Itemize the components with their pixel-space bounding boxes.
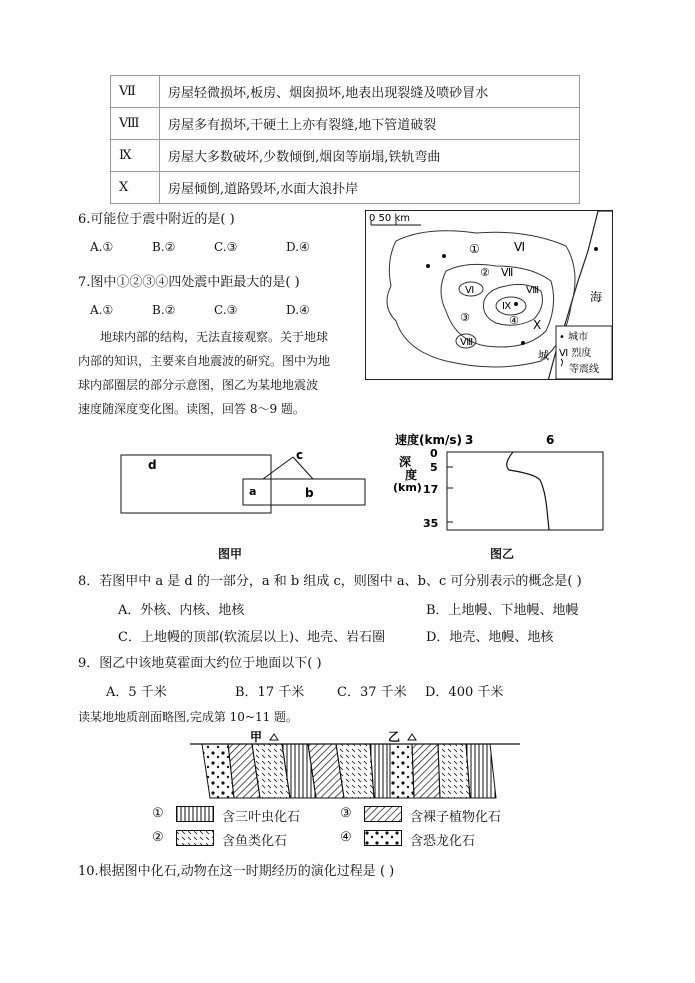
question-7-stem: 7.图中①②③④四处震中距最大的是( ) [78,275,300,290]
jia-marker-icon [270,734,278,740]
intensity-viii-label: Ⅷ [526,285,540,296]
city-dot [442,254,446,258]
y-tick-5: 5 [430,461,438,474]
isoseismal-map-svg [366,211,613,380]
layer-2 [438,744,470,798]
depth-label-2: 度 [405,468,418,482]
q8-option-d[interactable]: D．地壳、地幔、地核 [426,630,554,645]
pointer-c-a [263,457,293,479]
box-d [121,455,271,513]
question-9-stem: 9．图乙中该地莫霍面大约位于地面以下( ) [78,656,322,671]
city-area-label: 城 [538,349,549,362]
legend-text-2: 含鱼类化石 [222,834,288,849]
q9-option-a[interactable]: A．5 千米 [106,685,167,700]
intro-line-1: 地球内部的结构，无法直接观察。关于地球 [100,330,329,344]
box-b [243,479,365,505]
x-tick-3: 3 [465,433,474,447]
q9-option-d[interactable]: D．400 千米 [425,685,504,700]
point-4-label: ④ [509,314,519,327]
intensity-x-label: X [533,318,542,332]
q7-option-a[interactable]: A.① [90,303,114,317]
legend-text-1: 含三叶虫化石 [222,810,301,825]
q7-option-c[interactable]: C.③ [214,303,238,317]
intensity-ix-label: Ⅸ [502,301,512,312]
layer-3 [412,744,440,798]
table-row [111,172,580,204]
legend-text-3: 含裸子植物化石 [410,810,502,825]
intensity-viii-small-label: Ⅷ [460,337,474,348]
question-8-stem: 8．若图甲中 a 是 d 的一部分，a 和 b 组成 c，则图中 a、b、c 可分别表示的概念是( ) [78,574,582,589]
geologic-profile [190,730,530,800]
legend-num-2: ② [152,830,164,845]
x-tick-6: 6 [546,433,555,447]
intensity-desc: 房屋倾倒,道路毁坏,水面大浪扑岸 [160,172,580,204]
legend-city: • 城市 [559,332,589,343]
intensity-level: Ⅶ [111,76,160,108]
figure-jia-caption: 图甲 [218,547,243,561]
intensity-vi-small-label: Ⅵ [465,285,475,296]
sea-label: 海 [590,290,603,304]
y-tick-17: 17 [423,483,439,496]
contour-vi [387,231,575,367]
legend-contour: 等震线 [569,364,599,375]
legend-intensity: Ⅵ 烈度 [559,348,592,359]
q8-option-b[interactable]: B．上地幔、下地幔、地幔 [426,603,579,618]
point-2-label: ② [480,266,490,279]
y-tick-35: 35 [423,517,439,530]
layer-4 [390,744,414,798]
intensity-level: Ⅸ [111,140,160,172]
intro-line-3: 球内部圈层的部分示意图，图乙为某地地震波 [78,378,319,392]
legend-swatch-1 [176,806,214,822]
intensity-table [110,75,580,204]
q6-option-a[interactable]: A.① [90,240,114,254]
intensity-vi-label: Ⅵ [514,240,526,254]
q7-option-d[interactable]: D.④ [286,303,310,317]
intro-line-2: 内部的知识，主要来自地震波的研究。图中为地 [78,354,331,368]
legend-num-1: ① [152,806,164,821]
label-jia: 甲 [250,730,263,744]
q8-option-a[interactable]: A．外核、内核、地核 [118,603,245,618]
label-d: d [148,458,157,472]
contour-vii [441,264,554,347]
label-a: a [249,485,257,498]
point-1-label: ① [469,242,480,256]
label-b: b [305,486,314,500]
point-3-label: ③ [460,311,470,324]
legend-swatch-4 [364,830,402,846]
figure-yi [385,430,615,540]
label-yi: 乙 [388,730,401,744]
y-tick-0: 0 [430,447,438,460]
depth-unit: (km) [393,481,422,494]
speed-axis-label: 速度(km/s) [395,433,462,447]
intro-10-11: 读某地地质剖面略图,完成第 10~11 题。 [78,710,299,724]
q6-option-b[interactable]: B.② [152,240,176,254]
isoseismal-map [365,210,613,380]
layer-1 [466,744,496,798]
city-dot [426,264,430,268]
intensity-vii-label: Ⅶ [501,266,514,279]
layer-1 [370,744,390,798]
scale-label: 0 50 km [369,213,410,224]
q8-option-c[interactable]: C．上地幔的顶部(软流层以上)、地壳、岩石圈 [118,630,386,645]
intro-line-4: 速度随深度变化图。读图，回答 8～9 题。 [78,402,305,416]
question-10-stem: 10.根据图中化石,动物在这一时期经历的演化过程是 ( ) [78,864,395,879]
q6-option-d[interactable]: D.④ [286,240,310,254]
plot-frame [447,452,603,530]
q6-option-c[interactable]: C.③ [214,240,238,254]
table-row [111,108,580,140]
q9-option-c[interactable]: C．37 千米 [337,685,407,700]
yi-marker-icon [408,734,416,740]
legend-num-3: ③ [340,806,352,821]
table-row [111,76,580,108]
table-row [111,140,580,172]
intensity-level: Ⅹ [111,172,160,204]
question-6-stem: 6.可能位于震中附近的是( ) [78,212,235,227]
figure-jia [115,445,375,525]
intensity-desc: 房屋轻微损坏,板房、烟囱损坏,地表出现裂缝及喷砂冒水 [160,76,580,108]
label-c: c [296,448,304,462]
intensity-desc: 房屋多有损坏,干硬土上亦有裂缝,地下管道破裂 [160,108,580,140]
q7-option-b[interactable]: B.② [152,303,176,317]
figure-yi-caption: 图乙 [490,547,515,561]
legend-swatch-2 [176,830,214,846]
velocity-curve [507,452,549,530]
legend-swatch-3 [364,806,402,822]
legend-text-4: 含恐龙化石 [410,834,476,849]
q9-option-b[interactable]: B．17 千米 [235,685,305,700]
city-dot [514,302,518,306]
depth-label-1: 深 [399,455,412,469]
city-dot [594,247,598,251]
city-dot [521,341,525,345]
legend-num-4: ④ [340,830,352,845]
intensity-level: Ⅷ [111,108,160,140]
intensity-desc: 房屋大多数破坏,少数倾倒,烟囱等崩塌,铁轨弯曲 [160,140,580,172]
